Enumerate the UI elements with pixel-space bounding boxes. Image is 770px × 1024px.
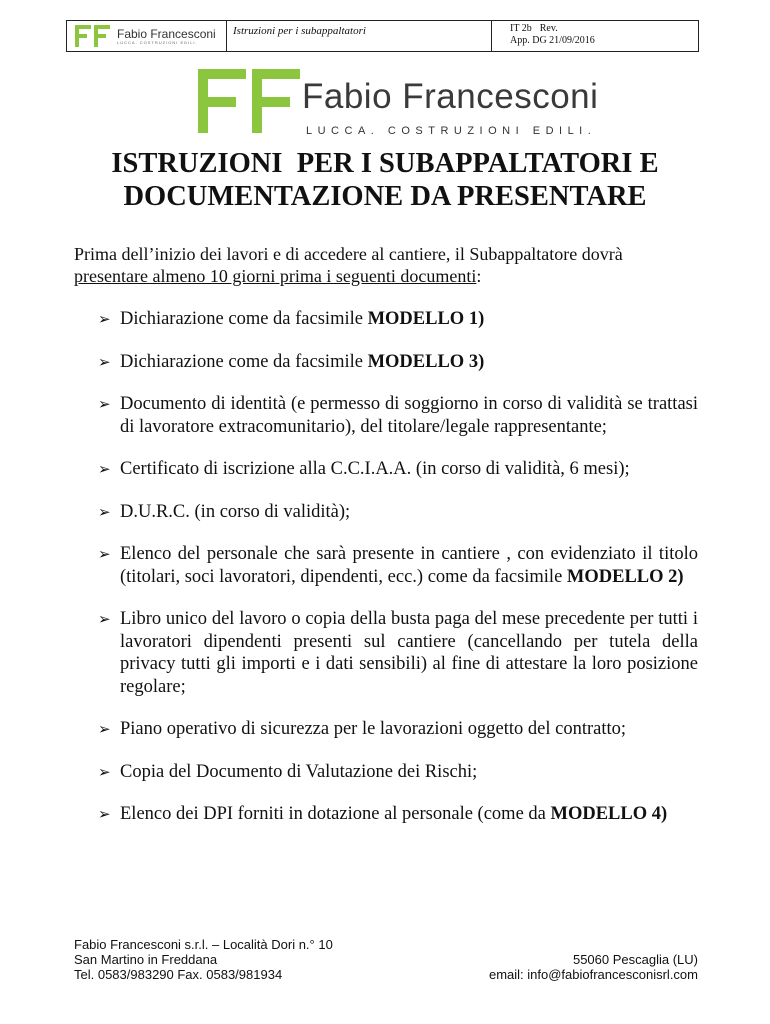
- company-logo-icon: [75, 24, 111, 48]
- list-item-model-ref: MODELLO 3): [367, 351, 485, 372]
- arrow-bullet-icon: ➢: [98, 460, 111, 478]
- list-item: [98, 803, 698, 826]
- header-revision-cell: [492, 21, 698, 51]
- arrow-bullet-icon: ➢: [98, 502, 111, 521]
- footer-locality: San Martino in Freddana: [74, 952, 218, 967]
- list-item-text: Elenco del personale che sarà presente in cantiere , con evidenziato il titolo (titolari, soci lavoratori, dipendenti, ecc.) come da facsimile: [120, 544, 698, 587]
- page-title: [40, 147, 730, 213]
- header-approval: App. DG 21/09/2016: [510, 34, 595, 46]
- list-item: [98, 458, 698, 481]
- arrow-bullet-icon: ➢: [98, 395, 111, 413]
- arrow-bullet-icon: ➢: [98, 545, 111, 563]
- list-item-text: Libro unico del lavoro o copia della busta paga del mese precedente per tutti i lavoratori dipendenti presenti sul cantiere (cancellando per tutela della privacy tutti gli importi e i dati sensibili) al fine di attestare la loro posizione regolare;: [120, 609, 698, 697]
- documents-list: [98, 308, 698, 826]
- list-item: [98, 761, 698, 784]
- list-item: [98, 501, 698, 524]
- header-table: [66, 20, 699, 52]
- list-item-text: Piano operativo di sicurezza per le lavorazioni oggetto del contratto;: [120, 719, 626, 739]
- list-item: [98, 718, 698, 741]
- list-item: [98, 393, 698, 438]
- list-item-text: Dichiarazione come da facsimile: [120, 309, 368, 329]
- footer-phone-fax: Tel. 0583/983290 Fax. 0583/981934: [74, 967, 283, 982]
- brand-name: Fabio Francesconi: [302, 77, 599, 116]
- list-item-text: Documento di identità (e permesso di soggiorno in corso di validità se trattasi di lavoratore extracomunitario), del titolare/legale rappresentante;: [120, 394, 698, 437]
- intro-colon: :: [476, 266, 482, 286]
- header-rev-label: Rev.: [539, 23, 558, 34]
- list-item-text: D.U.R.C. (in corso di validità);: [120, 501, 351, 522]
- list-item-text: Certificato di iscrizione alla C.C.I.A.A. (in corso di validità, 6 mesi);: [120, 459, 630, 479]
- header-logo-name: Fabio Francesconi: [117, 26, 216, 41]
- arrow-bullet-icon: ➢: [98, 352, 111, 371]
- arrow-bullet-icon: ➢: [98, 762, 111, 781]
- page-title-line1: ISTRUZIONI PER I SUBAPPALTATORI E: [111, 148, 659, 179]
- list-item-text: Copia del Documento di Valutazione dei Rischi;: [120, 761, 478, 782]
- page-title-line2: DOCUMENTAZIONE DA PRESENTARE: [123, 181, 647, 212]
- footer-email: email: info@fabiofrancesconisrl.com: [488, 967, 698, 982]
- arrow-bullet-icon: ➢: [98, 310, 111, 328]
- arrow-bullet-icon: ➢: [98, 720, 111, 738]
- list-item-text: Dichiarazione come da facsimile: [120, 351, 368, 372]
- list-item-model-ref: MODELLO 2): [566, 566, 684, 587]
- footer-city: 55060 Pescaglia (LU): [572, 952, 698, 967]
- list-item: [98, 608, 698, 698]
- list-item-text: Elenco dei DPI forniti in dotazione al personale (come da: [120, 804, 551, 824]
- brand-logo: [198, 67, 599, 141]
- header-code: IT 2b: [510, 23, 532, 34]
- arrow-bullet-icon: ➢: [98, 805, 111, 823]
- intro-underlined-text: presentare almeno 10 giorni prima i seguenti documenti: [74, 266, 477, 286]
- intro-paragraph: [74, 243, 694, 287]
- brand-tagline: LUCCA. COSTRUZIONI EDILI.: [306, 125, 597, 137]
- list-item: [98, 543, 698, 588]
- header-doc-title: Istruzioni per i subappaltatori: [227, 21, 492, 51]
- arrow-bullet-icon: ➢: [98, 610, 111, 628]
- list-item-model-ref: MODELLO 1): [367, 309, 485, 329]
- list-item: [98, 308, 698, 331]
- header-logo-subtext: LUCCA. COSTRUZIONI EDILI.: [117, 39, 198, 45]
- intro-text: Prima dell’inizio dei lavori e di accedere al cantiere, il Subappaltatore dovrà: [74, 244, 623, 264]
- list-item: [98, 351, 698, 374]
- brand-logo-icon: [198, 67, 308, 135]
- header-logo-text-block: [117, 28, 216, 45]
- header-logo-cell: [67, 21, 227, 51]
- list-item-model-ref: MODELLO 4): [550, 804, 668, 824]
- footer-company-address: Fabio Francesconi s.r.l. – Località Dori n.° 10: [74, 937, 333, 952]
- page-footer: [74, 937, 698, 982]
